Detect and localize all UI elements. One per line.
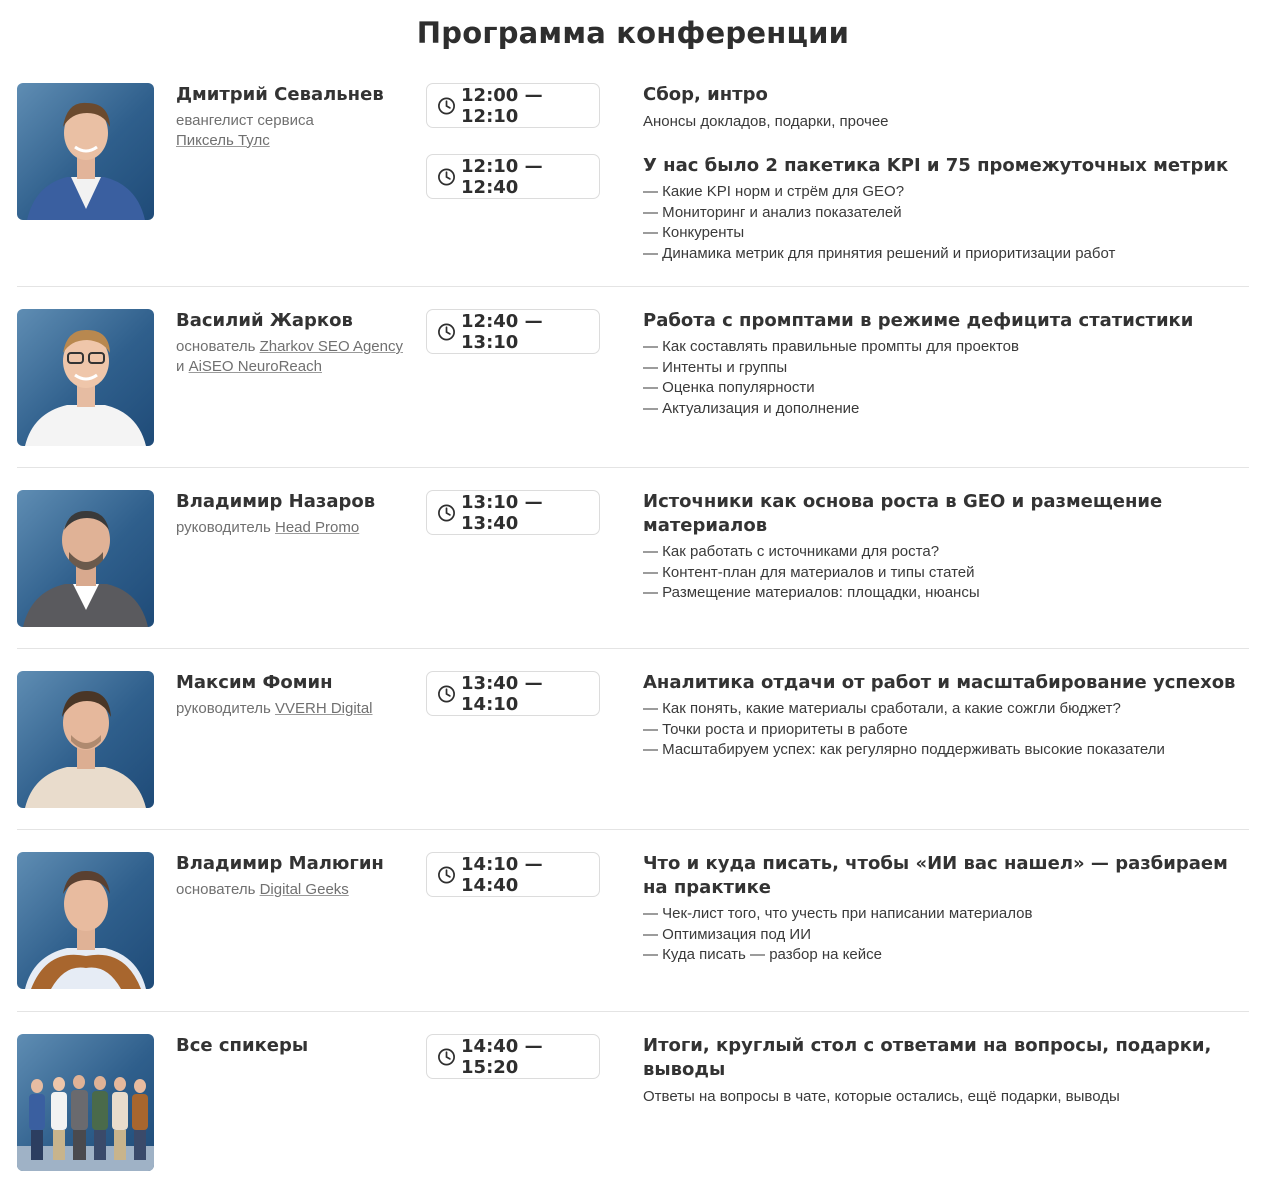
talk-point: — Как составлять правильные промпты для проектов [643,338,1019,355]
divider [17,829,1249,830]
speaker-info [176,671,406,719]
talk-point: — Оптимизация под ИИ [643,925,811,943]
divider [17,648,1249,649]
talk-title: Что и куда писать, чтобы «ИИ вас нашел» — разбираем на практике [643,853,1228,898]
role-joiner: и [176,357,185,375]
talk-points [643,182,1255,264]
speaker-info [176,852,406,900]
time-slot [426,671,600,716]
time-text: 13:10 — 13:40 [461,491,543,534]
time-slot [426,490,600,535]
speaker-photo [17,83,154,220]
talk-point: — Размещение материалов: площадки, нюансы [643,584,980,601]
speaker-photo [17,852,154,989]
speaker-role [176,111,406,150]
divider [17,1011,1249,1012]
time-text: 14:10 — 14:40 [461,853,543,896]
role-prefix: евангелист сервиса [176,112,314,129]
role-prefix: основатель [176,338,256,355]
clock-icon [437,1047,456,1067]
talk-point: — Как понять, какие материалы сработали, а какие сожгли бюджет? [643,700,1121,717]
talk-points [643,337,1255,419]
company-link[interactable]: Zharkov SEO Agency [259,338,403,355]
speaker-photo [17,309,154,446]
talk-point: — Динамика метрик для принятия решений и приоритизации работ [643,244,1116,262]
speaker-info [176,309,406,376]
speaker-name: Все спикеры [176,1035,309,1056]
time-slot [426,852,600,897]
role-prefix: руководитель [176,700,271,717]
speaker-info [176,1034,406,1058]
talk-description: Анонсы докладов, подарки, прочее [643,113,889,130]
talk-description: Ответы на вопросы в чате, которые остались, ещё подарки, выводы [643,1088,1120,1105]
talk-title: Итоги, круглый стол с ответами на вопросы, подарки, выводы [643,1035,1212,1080]
session-row [17,1034,1249,1174]
talk-point: — Контент-план для материалов и типы статей [643,563,975,581]
time-text: 14:40 — 15:20 [461,1035,543,1078]
speaker-photo [17,1034,154,1171]
speaker-info [176,490,406,538]
talk-point: — Чек-лист того, что учесть при написании материалов [643,905,1033,922]
divider [17,286,1249,287]
time-text: 12:40 — 13:10 [461,310,543,353]
clock-icon [437,322,456,342]
speaker-photo [17,490,154,627]
speaker-name: Владимир Малюгин [176,853,384,874]
company-link[interactable]: Head Promo [274,519,360,536]
speaker-name: Владимир Назаров [176,491,376,512]
session-row [17,490,1249,630]
talk [643,490,1255,604]
role-prefix: основатель [176,881,256,898]
time-slot [426,1034,600,1079]
talk-points [643,699,1255,761]
talk-point: — Какие KPI норм и стрём для GEO? [643,183,905,200]
talk-title: Сбор, интро [643,84,768,105]
time-text: 13:40 — 14:10 [461,672,543,715]
company-link[interactable]: Пиксель Тулс [176,131,270,149]
clock-icon [437,96,456,116]
talk-point: — Интенты и группы [643,358,788,376]
speaker-photo [17,671,154,808]
company-link[interactable]: Digital Geeks [259,881,349,898]
company-link[interactable]: VVERH Digital [274,700,373,717]
talk [643,1034,1255,1106]
speaker-role [176,518,406,538]
talk-title: Аналитика отдачи от работ и масштабирование успехов [643,672,1236,693]
talk [643,83,1255,131]
speaker-role [176,337,406,376]
clock-icon [437,865,456,885]
clock-icon [437,167,456,187]
session-row [17,309,1249,449]
divider [17,467,1249,468]
time-text: 12:00 — 12:10 [461,84,543,127]
talk-point: — Масштабируем успех: как регулярно поддерживать высокие показатели [643,741,1165,758]
speaker-info [176,83,406,150]
session-row [17,83,1249,273]
speaker-role [176,699,406,719]
talk [643,852,1255,966]
session-row [17,671,1249,811]
speaker-role [176,880,406,900]
page-title: Программа конференции [416,16,850,50]
talk-title: У нас было 2 пакетика KPI и 75 промежуточных метрик [643,155,1229,176]
clock-icon [437,684,456,704]
time-text: 12:10 — 12:40 [461,155,543,198]
talk-point: — Актуализация и дополнение [643,399,860,417]
talk [643,154,1255,264]
talk-title: Источники как основа роста в GEO и размещение материалов [643,491,1163,536]
time-slot [426,309,600,354]
talk-points [643,542,1255,604]
role-prefix: руководитель [176,519,271,536]
talk-title: Работа с промптами в режиме дефицита статистики [643,310,1194,331]
clock-icon [437,503,456,523]
time-slot [426,83,600,128]
talk-point: — Куда писать — разбор на кейсе [643,946,882,963]
speaker-name: Максим Фомин [176,672,333,693]
talk-point: — Как работать с источниками для роста? [643,543,940,560]
talk-point: — Мониторинг и анализ показателей [643,203,902,221]
talk-point: — Точки роста и приоритеты в работе [643,720,908,738]
talk [643,309,1255,419]
time-slot [426,154,600,199]
talk [643,671,1255,761]
speaker-name: Дмитрий Севальнев [176,84,384,105]
talk-points [643,904,1255,966]
talk-point: — Оценка популярности [643,379,815,396]
session-row [17,852,1249,992]
speaker-name: Василий Жарков [176,310,353,331]
talk-point: — Конкуренты [643,224,745,241]
company-link-2[interactable]: AiSEO NeuroReach [188,357,322,375]
